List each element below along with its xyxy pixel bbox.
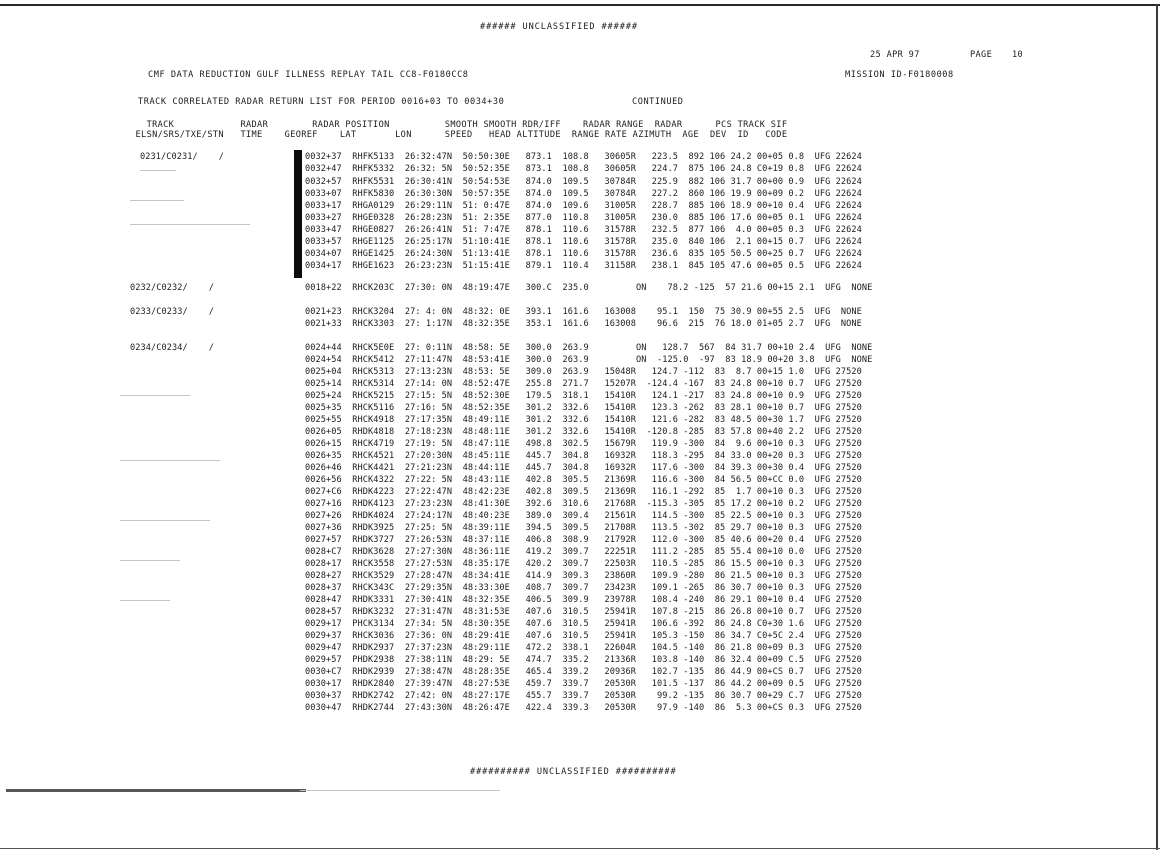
table-row: 0034+07 RHGE1425 26:24:30N 51:13:41E 878.1 110.6 31578R 236.6 835 105 50.5 00+25 0.7 UFG 22624	[305, 249, 862, 259]
redaction-marker	[294, 150, 302, 278]
column-header-line-1: TRACK RADAR RADAR POSITION SMOOTH SMOOTH RDR/IFF RADAR RANGE RADAR PCS TRACK SIF	[130, 120, 788, 130]
scan-dust	[120, 600, 170, 601]
table-row: 0018+22 RHCK203C 27:30: 0N 48:19:47E 300.C 235.0 ON 78.2 -125 57 21.6 00+15 2.1 UFG NONE	[305, 283, 873, 293]
table-row: 0028+47 RHDK3331 27:30:41N 48:32:35E 406.5 309.9 23978R 108.4 -240 86 29.1 00+10 0.4 UFG 27520	[305, 595, 862, 605]
page-label: PAGE	[970, 50, 993, 60]
table-row: 0021+33 RHCK3303 27: 1:17N 48:32:35E 353.1 161.6 163008 96.6 215 76 18.0 01+05 2.7 UFG NONE	[305, 319, 862, 329]
table-row: 0029+37 RHCK3036 27:36: 0N 48:29:41E 407.6 310.5 25941R 105.3 -150 86 34.7 C0+5C 2.4 UFG 27520	[305, 631, 862, 641]
table-row: 0028+27 RHCK3529 27:28:47N 48:34:41E 414.9 309.3 23860R 109.9 -280 86 21.5 00+10 0.3 UFG 27520	[305, 571, 862, 581]
mission-id: MISSION ID-F0180008	[845, 70, 954, 80]
table-row: 0024+44 RHCK5E0E 27: 0:11N 48:58: 5E 300.0 263.9 ON 128.7 567 84 31.7 00+10 2.4 UFG NONE	[305, 343, 873, 353]
table-row: 0034+17 RHGE1623 26:23:23N 51:15:41E 879.1 110.4 31158R 238.1 845 105 47.6 00+05 0.5 UFG 22624	[305, 261, 862, 271]
table-row: 0026+05 RHDK4818 27:18:23N 48:48:11E 301.2 332.6 15410R -120.8 -285 83 57.8 00+40 2.2 UFG 27520	[305, 427, 862, 437]
table-row: 0028+57 RHDK3232 27:31:47N 48:31:53E 407.6 310.5 25941R 107.8 -215 86 26.8 00+10 0.7 UFG 27520	[305, 607, 862, 617]
table-row: 0033+27 RHGE0328 26:28:23N 51: 2:35E 877.0 110.8 31005R 230.0 885 106 17.6 00+05 0.1 UFG 22624	[305, 213, 862, 223]
table-row: 0028+17 RHCK3558 27:27:53N 48:35:17E 420.2 309.7 22503R 110.5 -285 86 15.5 00+10 0.3 UFG 27520	[305, 559, 862, 569]
table-row: 0030+37 RHDK2742 27:42: 0N 48:27:17E 455.7 339.7 20530R 99.2 -135 86 30.7 00+29 C.7 UFG 27520	[305, 691, 862, 701]
table-row: 0033+57 RHGE1125 26:25:17N 51:10:41E 878.1 110.6 31578R 235.0 840 106 2.1 00+15 0.7 UFG 22624	[305, 237, 862, 247]
table-row: 0025+35 RHCK5116 27:16: 5N 48:52:35E 301.2 332.6 15410R 123.3 -262 83 28.1 00+10 0.7 UFG 27520	[305, 403, 862, 413]
table-row: 0030+47 RHDK2744 27:43:30N 48:26:47E 422.4 339.3 20530R 97.9 -140 86 5.3 00+CS 0.3 UFG 27520	[305, 703, 862, 713]
page-number: 10	[1012, 50, 1024, 60]
table-row: 0033+47 RHGE0827 26:26:41N 51: 7:47E 878.1 110.6 31578R 232.5 877 106 4.0 00+05 0.3 UFG 22624	[305, 225, 862, 235]
table-row: 0025+55 RHCK4918 27:17:35N 48:49:11E 301.2 332.6 15410R 121.6 -282 83 48.5 00+30 1.7 UFG 27520	[305, 415, 862, 425]
table-row: 0033+07 RHFK5830 26:30:30N 50:57:35E 874.0 109.5 30784R 227.2 860 106 19.9 00+09 0.2 UFG 22624	[305, 189, 862, 199]
table-row: 0027+36 RHDK3925 27:25: 5N 48:39:11E 394.5 309.5 21708R 113.5 -302 85 29.7 00+10 0.3 UFG 27520	[305, 523, 862, 533]
scan-smudge	[6, 789, 306, 792]
column-header-line-2: ELSN/SRS/TXE/STN TIME GEOREF LAT LON SPEED HEAD ALTITUDE RANGE RATE AZIMUTH AGE DEV ID CODE	[130, 130, 788, 140]
table-row: 0027+C6 RHDK4223 27:22:47N 48:42:23E 402.8 309.5 21369R 116.1 -292 85 1.7 00+10 0.3 UFG 27520	[305, 487, 862, 497]
table-row: 0029+17 PHCK3134 27:34: 5N 48:30:35E 407.6 310.5 25941R 106.6 -392 86 24.8 C0+30 1.6 UFG 27520	[305, 619, 862, 629]
scan-border-bottom	[0, 848, 1160, 849]
classification-top: ###### UNCLASSIFIED ######	[480, 22, 638, 32]
table-row: 0024+54 RHCK5412 27:11:47N 48:53:41E 300.0 263.9 ON -125.0 -97 83 18.9 00+20 3.8 UFG NONE	[305, 355, 873, 365]
scan-border-top	[0, 4, 1160, 6]
table-row: 0026+15 RHCK4719 27:19: 5N 48:47:11E 498.8 302.5 15679R 119.9 -300 84 9.6 00+10 0.3 UFG 27520	[305, 439, 862, 449]
scan-dust	[120, 460, 220, 461]
table-row: 0027+57 RHDK3727 27:26:53N 48:37:11E 406.8 308.9 21792R 112.0 -300 85 40.6 00+20 0.4 UFG 27520	[305, 535, 862, 545]
scan-border-right	[1156, 4, 1158, 850]
track-id-0233: 0233/C0233/ /	[130, 307, 215, 317]
list-title: TRACK CORRELATED RADAR RETURN LIST FOR PERIOD 0016+03 TO 0034+30	[138, 97, 505, 107]
scan-dust	[120, 520, 210, 521]
classification-bottom: ########## UNCLASSIFIED ##########	[470, 767, 677, 777]
table-row: 0030+17 RHDK2840 27:39:47N 48:27:53E 459.7 339.7 20530R 101.5 -137 86 44.2 00+09 0.5 UFG 27520	[305, 679, 862, 689]
table-row: 0026+46 RHCK4421 27:21:23N 48:44:11E 445.7 304.8 16932R 117.6 -300 84 39.3 00+30 0.4 UFG 27520	[305, 463, 862, 473]
table-row: 0028+37 RHCK343C 27:29:35N 48:33:30E 408.7 309.7 23423R 109.1 -265 86 30.7 00+10 0.3 UFG 27520	[305, 583, 862, 593]
table-row: 0025+24 RHCK5215 27:15: 5N 48:52:30E 179.5 318.1 15410R 124.1 -217 83 24.8 00+10 0.9 UFG 27520	[305, 391, 862, 401]
table-row: 0026+35 RHCK4521 27:20:30N 48:45:11E 445.7 304.8 16932R 118.3 -295 84 33.0 00+20 0.3 UFG 27520	[305, 451, 862, 461]
table-row: 0027+26 RHDK4024 27:24:17N 48:40:23E 389.0 309.4 21561R 114.5 -300 85 22.5 00+10 0.3 UFG 27520	[305, 511, 862, 521]
continued-label: CONTINUED	[632, 97, 684, 107]
table-row: 0032+57 RHFK5531 26:30:41N 50:54:53E 874.0 109.5 30784R 225.9 882 106 31.7 00+00 0.9 UFG 22624	[305, 177, 862, 187]
table-row: 0026+56 RHCK4322 27:22: 5N 48:43:11E 402.8 305.5 21369R 116.6 -300 84 56.5 00+CC 0.0 UFG 27520	[305, 475, 862, 485]
table-row: 0029+47 RHDK2937 27:37:23N 48:29:11E 472.2 338.1 22604R 104.5 -140 86 21.8 00+09 0.3 UFG 27520	[305, 643, 862, 653]
table-row: 0025+14 RHCK5314 27:14: 0N 48:52:47E 255.8 271.7 15207R -124.4 -167 83 24.8 00+10 0.7 UFG 27520	[305, 379, 862, 389]
scan-dust	[120, 395, 190, 396]
table-row: 0032+47 RHFK5332 26:32: 5N 50:52:35E 873.1 108.8 30605R 224.7 875 106 24.8 C0+19 0.8 UFG 22624	[305, 164, 862, 174]
report-title: CMF DATA REDUCTION GULF ILLNESS REPLAY TAIL CC8-F0180CC8	[148, 70, 469, 80]
table-row: 0028+C7 RHDK3628 27:27:30N 48:36:11E 419.2 309.7 22251R 111.2 -285 85 55.4 00+10 0.0 UFG 27520	[305, 547, 862, 557]
scan-dust	[130, 200, 184, 201]
table-row: 0032+37 RHFK5133 26:32:47N 50:50:30E 873.1 108.8 30605R 223.5 892 106 24.2 00+05 0.8 UFG 22624	[305, 152, 862, 162]
scan-dust	[130, 224, 250, 225]
track-id-0232: 0232/C0232/ /	[130, 283, 215, 293]
track-id-0234: 0234/C0234/ /	[130, 343, 215, 353]
report-date: 25 APR 97	[870, 50, 920, 60]
scan-dust	[140, 170, 176, 171]
table-row: 0030+C7 RHDK2939 27:38:47N 48:28:35E 465.4 339.2 20936R 102.7 -135 86 44.9 00+CS 0.7 UFG 27520	[305, 667, 862, 677]
track-id-0231: 0231/C0231/ /	[140, 152, 225, 162]
table-row: 0027+16 RHDK4123 27:23:23N 48:41:30E 392.6 310.6 21768R -115.3 -305 85 17.2 00+10 0.2 UFG 27520	[305, 499, 862, 509]
table-row: 0021+23 RHCK3204 27: 4: 0N 48:32: 0E 393.1 161.6 163008 95.1 150 75 30.9 00+55 2.5 UFG NONE	[305, 307, 862, 317]
table-row: 0029+57 PHDK2938 27:38:11N 48:29: 5E 474.7 335.2 21336R 103.8 -140 86 32.4 00+09 C.5 UFG 27520	[305, 655, 862, 665]
table-row: 0025+04 RHCK5313 27:13:23N 48:53: 5E 309.0 263.9 15048R 124.7 -112 83 8.7 00+15 1.0 UFG 27520	[305, 367, 862, 377]
scan-dust	[120, 560, 180, 561]
scan-smudge-faint	[300, 790, 500, 791]
table-row: 0033+17 RHGA0129 26:29:11N 51: 0:47E 874.0 109.6 31005R 228.7 885 106 18.9 00+10 0.4 UFG 22624	[305, 201, 862, 211]
